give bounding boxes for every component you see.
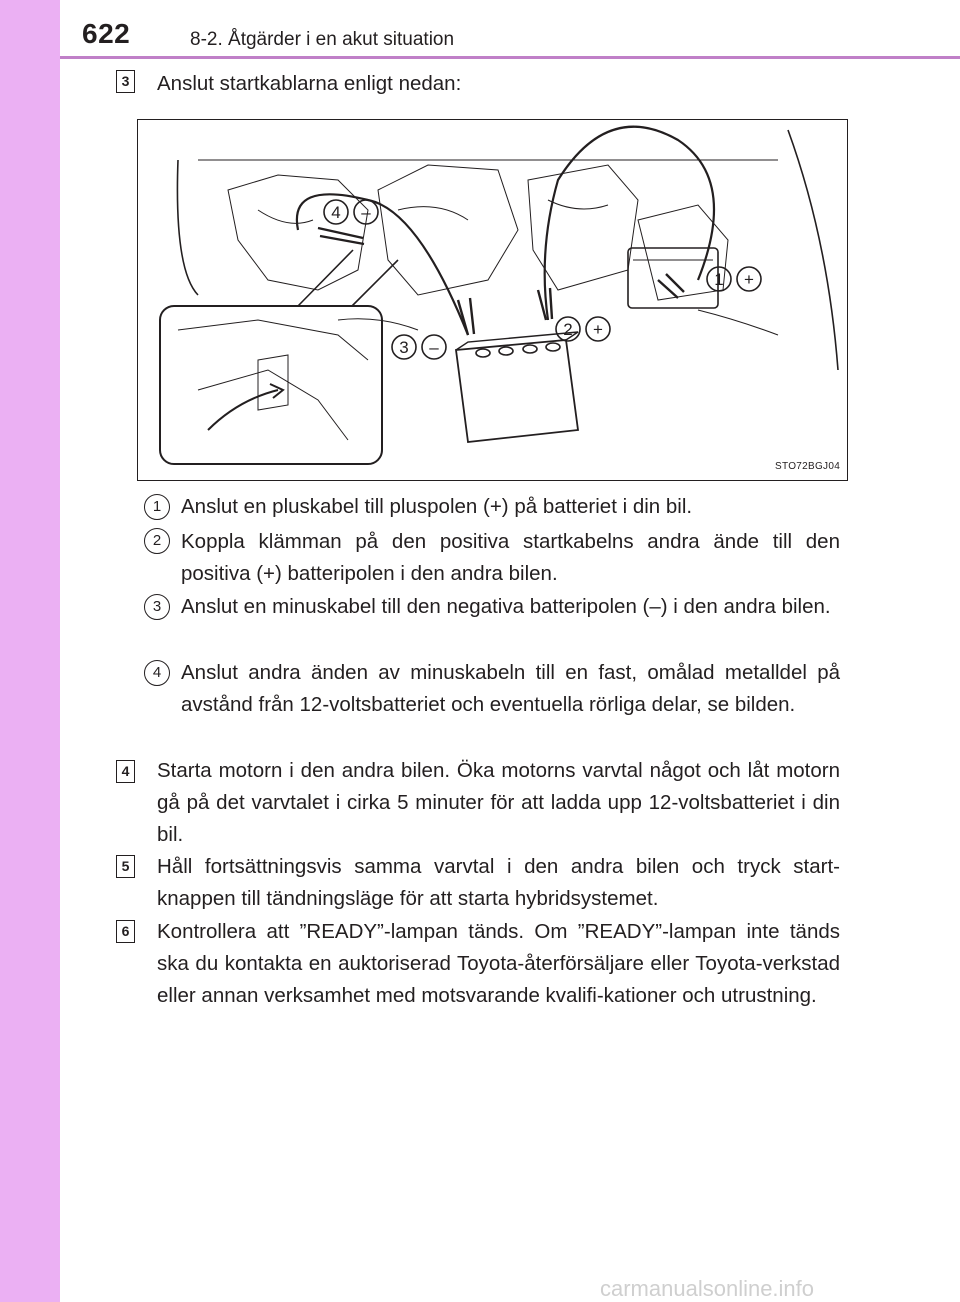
step-number-box: 3: [116, 70, 135, 93]
header-rule: [60, 56, 960, 59]
figure-code: STO72BGJ04: [775, 461, 841, 472]
step-number-box: 4: [116, 760, 135, 783]
substep-number: 3: [144, 594, 170, 620]
engine-bay-drawing: [138, 120, 847, 480]
callout-4-sign: –: [361, 203, 371, 222]
substep-number: 2: [144, 528, 170, 554]
callout-2-sign: +: [593, 320, 603, 339]
jump-start-illustration: [137, 119, 848, 481]
substep-text: Anslut en pluskabel till pluspolen (+) på batteriet i din bil.: [181, 495, 693, 518]
callout-1-number: 1: [714, 270, 724, 289]
page-number: 622: [82, 18, 131, 49]
substep-text: Anslut andra änden av minuskabeln till en fast, omålad metalldel på avstånd från 12-voltsbatteriet och eventuella rörliga delar, se bilden.: [181, 661, 840, 716]
step-text: Håll fortsättningsvis samma varvtal i den andra bilen och tryck start-knappen till tändningsläge för att starta hybridsystemet.: [157, 855, 840, 910]
section-title: 8-2. Åtgärder i en akut situation: [190, 29, 455, 50]
step-text: Kontrollera att ”READY”-lampan tänds. Om ”READY”-lampan inte tänds ska du kontakta en auktoriserad Toyota-återförsäljare eller Toyota-verkstad eller annan verksamhet med motsvarande kvalifi-kationer och utrustning.: [157, 920, 840, 1007]
side-color-band: [0, 0, 60, 1302]
substep-text: Anslut en minuskabel till den negativa batteripolen (–) i den andra bilen.: [181, 595, 831, 618]
callout-1-sign: +: [744, 270, 754, 289]
callout-3-sign: –: [429, 338, 439, 357]
callout-4-number: 4: [331, 203, 341, 222]
substep-number: 4: [144, 660, 170, 686]
step-number-box: 5: [116, 855, 135, 878]
callout-3-number: 3: [399, 338, 409, 357]
step-number-box: 6: [116, 920, 135, 943]
callout-2-number: 2: [563, 320, 573, 339]
watermark: carmanualsonline.info: [600, 1276, 815, 1301]
step-text: Starta motorn i den andra bilen. Öka motorns varvtal något och låt motorn gå på det varvtalet i cirka 5 minuter för att ladda upp 12-voltsbatteriet i din bil.: [157, 759, 840, 846]
substep-number: 1: [144, 494, 170, 520]
substep-text: Koppla klämman på den positiva startkabelns andra ände till den positiva (+) batteripolen i den andra bilen.: [181, 530, 840, 585]
step-text: Anslut startkablarna enligt nedan:: [157, 72, 462, 95]
